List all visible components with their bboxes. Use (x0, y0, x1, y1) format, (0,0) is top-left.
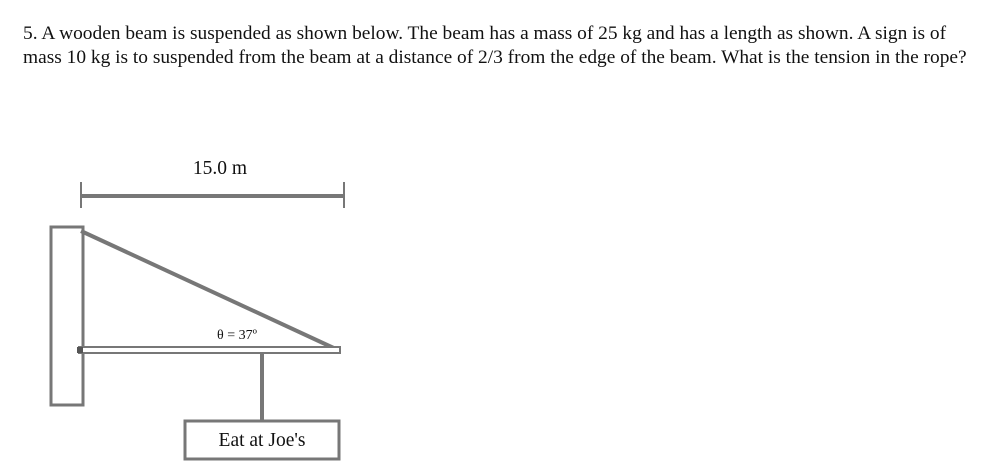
beam (79, 347, 340, 353)
wall (51, 227, 83, 405)
length-label: 15.0 m (192, 158, 248, 179)
beam-hinge (77, 347, 83, 353)
sign-label: Eat at Joe's (218, 430, 306, 451)
rope (81, 231, 338, 350)
length-dimension (81, 158, 344, 208)
angle-label: θ = 37º (217, 328, 257, 343)
problem-statement: 5. A wooden beam is suspended as shown below. The beam has a mass of 25 kg and has a length as shown. A sign is of mass 10 kg is to suspended from the beam at a distance of 2/3 from the edge of the beam. What is the tension in the rope? (23, 23, 967, 68)
